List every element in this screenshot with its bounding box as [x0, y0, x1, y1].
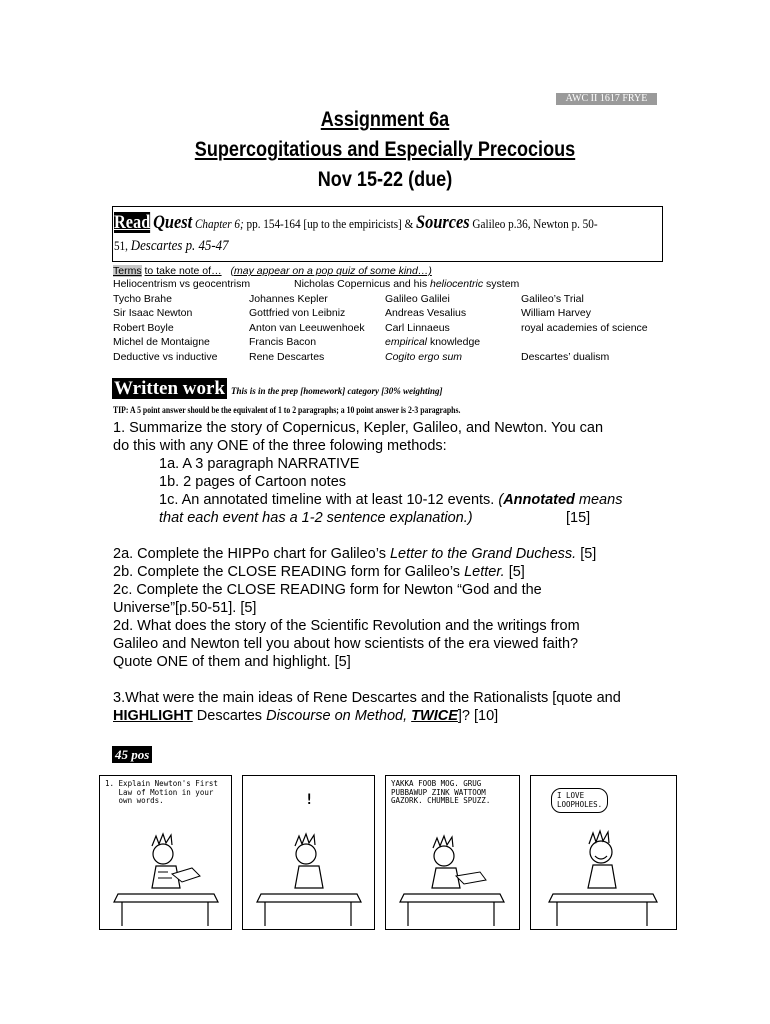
option-1b: 1b. 2 pages of Cartoon notes — [159, 474, 347, 490]
question-3: 3.What were the main ideas of Rene Descartes and the Rationalists [quote and — [113, 690, 621, 706]
term: Anton van Leeuwenhoek — [249, 321, 365, 334]
question-1-points: [15] — [566, 510, 591, 526]
terms-row — [113, 277, 673, 292]
term: Sir Isaac Newton — [113, 307, 193, 319]
terms-heading-rest: to take note of… — [144, 265, 222, 277]
terms-row — [113, 335, 673, 350]
quest-label: Quest — [153, 212, 193, 233]
panel-3-text: YAKKA FOOB MOG. GRUG PUBBAWUP ZINK WATTOOM GAZORK. CHUMBLE SPUZZ. — [391, 779, 491, 805]
written-work-note: This is in the prep [homework] category [30% weighting] — [231, 386, 443, 396]
question-2d: 2d. What does the story of the Scientific Revolution and the writings from — [113, 618, 580, 634]
terms-list — [113, 277, 673, 364]
comic-panel-4 — [530, 775, 677, 930]
comic-panel-2 — [242, 775, 375, 930]
term: Deductive vs inductive — [113, 350, 218, 363]
terms-heading-note: (may appear on a pop quiz of some kind…) — [230, 265, 432, 277]
term: Andreas Vesalius — [385, 307, 467, 319]
term: Rene Descartes — [249, 350, 325, 363]
term: Tycho Brahe — [113, 292, 172, 305]
written-work-label: Written work — [114, 378, 225, 399]
sources-pages: Galileo p.36, Newton p. 50- — [472, 216, 598, 231]
term: Nicholas Copernicus and his heliocentric system — [294, 278, 520, 290]
question-2d-cont: Galileo and Newton tell you about how scientists of the era viewed faith? — [113, 636, 579, 652]
option-1c-cont: that each event has a 1-2 sentence explanation.) [15] — [159, 510, 591, 526]
sources-pages-cont: 51, — [114, 238, 128, 253]
read-label: Read — [114, 212, 151, 233]
term: Gottfried von Leibniz — [249, 307, 346, 319]
panel-2-text: ! — [305, 792, 314, 808]
term: Heliocentrism vs geocentrism — [113, 278, 251, 290]
calvin-writing-drawing — [100, 776, 230, 926]
terms-label: Terms — [113, 265, 142, 277]
assignment-subtitle: Supercogitatious and Especially Precocious — [194, 138, 576, 161]
calvin-thinking-drawing — [243, 776, 373, 926]
comic-panel-1 — [99, 775, 232, 930]
term: royal academies of science — [521, 321, 648, 334]
calvin-writing-drawing — [386, 776, 516, 926]
due-date: Nov 15-22 (due) — [317, 168, 453, 191]
terms-row — [113, 292, 673, 307]
term: Johannes Kepler — [249, 292, 328, 305]
assignment-title: Assignment 6a — [320, 108, 450, 131]
term: Descartes’ dualism — [521, 350, 610, 363]
quest-chapter: Chapter 6; — [194, 216, 244, 231]
sources-label: Sources — [416, 212, 470, 233]
question-2c: 2c. Complete the CLOSE READING form for Newton “God and the — [113, 582, 542, 598]
calvin-grinning-drawing — [531, 776, 676, 926]
terms-row — [113, 350, 673, 365]
term: empirical knowledge — [385, 336, 481, 348]
comic-panel-3 — [385, 775, 520, 930]
quest-pages: pp. 154-164 [up to the empiricists] & — [246, 216, 414, 231]
question-1-line: 1. Summarize the story of Copernicus, Kepler, Galileo, and Newton. You can — [113, 420, 604, 436]
question-2a: 2a. Complete the HIPPo chart for Galileo’s Letter to the Grand Duchess. [5] — [113, 546, 597, 562]
term: Michel de Montaigne — [113, 336, 210, 348]
question-3-cont: HIGHLIGHT Descartes Discourse on Method, TWICE]? [10] — [113, 708, 499, 724]
term: Galileo Galilei — [385, 292, 450, 305]
question-list — [113, 419, 673, 725]
terms-row — [113, 306, 673, 321]
term: Robert Boyle — [113, 321, 174, 334]
option-1c: 1c. An annotated timeline with at least 10-12 events. (Annotated means — [159, 492, 623, 508]
term: Cogito ergo sum — [385, 350, 463, 363]
panel-4-text: I LOVE LOOPHOLES. — [551, 788, 608, 813]
option-1a: 1a. A 3 paragraph NARRATIVE — [159, 456, 360, 472]
written-work-heading — [112, 378, 443, 400]
reading-text — [114, 212, 674, 257]
terms-row — [113, 321, 673, 336]
tip-text: TIP: A 5 point answer should be the equivalent of 1 to 2 paragraphs; a 10 point answer is 2-3 paragraphs. — [113, 405, 461, 415]
points-badge: 45 pos — [112, 746, 152, 763]
term: William Harvey — [521, 307, 592, 319]
term: Galileo’s Trial — [521, 292, 584, 305]
question-1-line: do this with any ONE of the three folowing methods: — [113, 438, 447, 454]
term: Carl Linnaeus — [385, 321, 450, 334]
course-tag: AWC II 1617 FRYE — [556, 93, 657, 105]
panel-1-text: 1. Explain Newton's First Law of Motion in your own words. — [105, 779, 218, 805]
question-2d-cont: Quote ONE of them and highlight. [5] — [113, 654, 351, 670]
question-2c-cont: Universe”[p.50-51]. [5] — [113, 600, 257, 616]
question-2b: 2b. Complete the CLOSE READING form for Galileo’s Letter. [5] — [113, 564, 525, 580]
term: Francis Bacon — [249, 336, 317, 348]
descartes-pages: Descartes p. 45-47 — [130, 238, 229, 254]
comic-strip — [99, 775, 677, 930]
